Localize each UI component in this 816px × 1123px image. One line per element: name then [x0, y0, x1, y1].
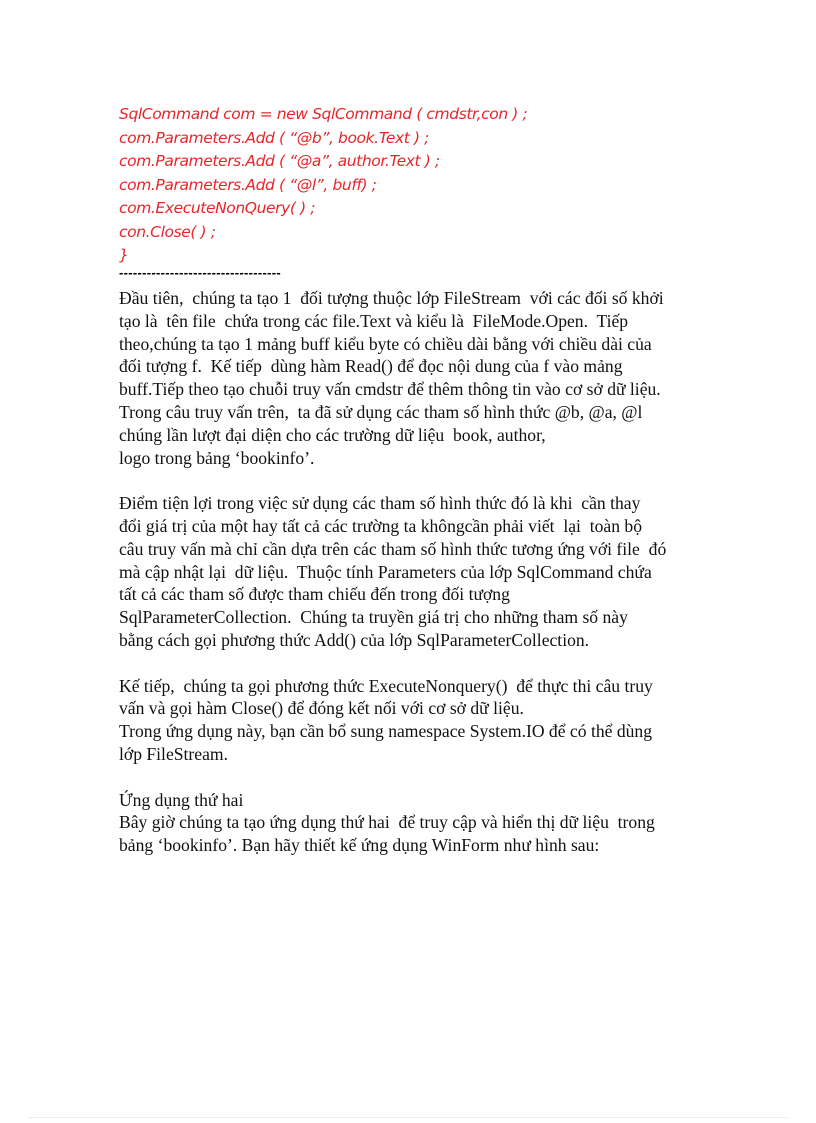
section-heading: Ứng dụng thứ hai — [119, 789, 244, 810]
text-line: vấn và gọi hàm Close() để đóng kết nối với cơ sở dữ liệu. — [119, 698, 524, 719]
code-line: com.Parameters.Add ( “@b”, book.Text ) ; — [119, 128, 429, 147]
text-line: câu truy vấn mà chỉ cần dựa trên các tham số hình thức tương ứng với file đó — [119, 538, 667, 559]
code-line: com.Parameters.Add ( “@l”, buff) ; — [119, 175, 377, 194]
text-line: tạo là tên file chứa trong các file.Text và kiểu là FileMode.Open. Tiếp — [119, 310, 629, 331]
paragraph-gap — [119, 652, 719, 675]
code-block — [119, 103, 527, 268]
page-bottom-rule — [28, 1117, 788, 1118]
text-line: logo trong bảng ‘bookinfo’. — [119, 447, 315, 468]
text-line: Bây giờ chúng ta tạo ứng dụng thứ hai để truy cập và hiển thị dữ liệu trong — [119, 812, 655, 833]
code-line: } — [119, 246, 129, 264]
text-line: Kế tiếp, chúng ta gọi phương thức ExecuteNonquery() để thực thi câu truy — [119, 675, 653, 696]
paragraph — [119, 675, 719, 766]
text-line: bằng cách gọi phương thức Add() của lớp SqlParameterCollection. — [119, 629, 590, 650]
body-text — [119, 287, 719, 857]
paragraph — [119, 492, 719, 652]
text-line: Trong ứng dụng này, bạn cần bổ sung namespace System.IO để có thể dùng — [119, 721, 653, 742]
text-line: SqlParameterCollection. Chúng ta truyền giá trị cho những tham số này — [119, 607, 628, 628]
code-line: com.ExecuteNonQuery( ) ; — [119, 199, 316, 217]
paragraph-gap — [119, 469, 719, 492]
paragraph — [119, 789, 719, 857]
text-line: Đầu tiên, chúng ta tạo 1 đối tượng thuộc lớp FileStream với các đối số khởi — [119, 288, 664, 308]
text-line: tất cả các tham số được tham chiếu đến trong đối tượng — [119, 584, 510, 605]
text-line: Điểm tiện lợi trong việc sử dụng các tham số hình thức đó là khi cần thay — [119, 493, 641, 514]
text-line: bảng ‘bookinfo’. Bạn hãy thiết kế ứng dụng WinForm như hình sau: — [119, 835, 600, 856]
code-line: com.Parameters.Add ( “@a”, author.Text ) ; — [119, 152, 440, 170]
text-line: đối tượng f. Kế tiếp dùng hàm Read() để đọc nội dung của f vào mảng — [119, 356, 623, 377]
dashed-separator: ----------------------------------- — [119, 265, 282, 280]
paragraph-gap — [119, 766, 719, 789]
text-line: theo,chúng ta tạo 1 mảng buff kiểu byte có chiều dài bằng với chiều dài của — [119, 333, 652, 354]
code-line: con.Close( ) ; — [119, 222, 216, 241]
paragraph — [119, 287, 719, 469]
text-line: đổi giá trị của một hay tất cả các trường ta khôngcần phải viết lại toàn bộ — [119, 515, 643, 536]
text-line: Trong câu truy vấn trên, ta đã sử dụng các tham số hình thức @b, @a, @l — [119, 401, 643, 422]
text-line: chúng lần lượt đại diện cho các trường dữ liệu book, author, — [119, 424, 546, 445]
text-line: mà cập nhật lại dữ liệu. Thuộc tính Parameters của lớp SqlCommand chứa — [119, 561, 652, 582]
code-line: SqlCommand com = new SqlCommand ( cmdstr,con ) ; — [119, 105, 528, 123]
text-line: lớp FileStream. — [119, 743, 228, 764]
text-line: buff.Tiếp theo tạo chuỗi truy vấn cmdstr để thêm thông tin vào cơ sở dữ liệu. — [119, 379, 661, 400]
